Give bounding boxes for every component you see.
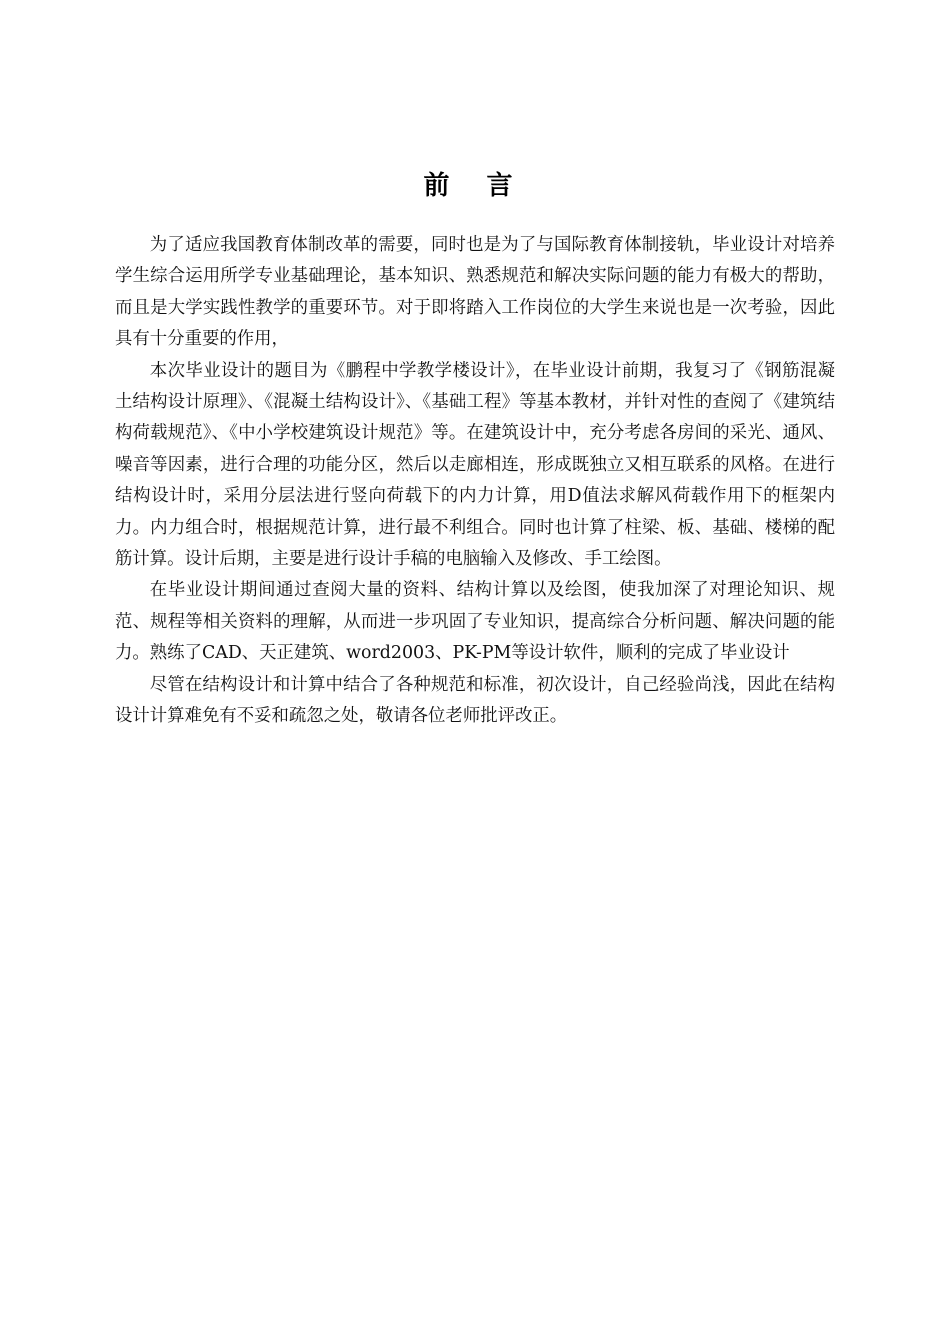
paragraph-1: 为了适应我国教育体制改革的需要，同时也是为了与国际教育体制接轨，毕业设计对培养学生综合运用所学专业基础理论，基本知识、熟悉规范和解决实际问题的能力有极大的帮助，而且是大学实践性教学的重要环节。对于即将踏入工作岗位的大学生来说也是一次考验，因此具有十分重要的作用，: [115, 235, 835, 350]
paragraph-3: 在毕业设计期间通过查阅大量的资料、结构计算以及绘图，使我加深了对理论知识、规范、规程等相关资料的理解，从而进一步巩固了专业知识，提高综合分析问题、解决问题的能力。熟练了CAD、天正建筑、word2003、PK-PM等设计软件，顺利的完成了毕业设计: [115, 580, 835, 664]
preface-body: [115, 230, 835, 733]
paragraph-2: 本次毕业设计的题目为《鹏程中学教学楼设计》，在毕业设计前期，我复习了《钢筋混凝土结构设计原理》、《混凝土结构设计》、《基础工程》等基本教材，并针对性的查阅了《建筑结构荷载规范》、《中小学校建筑设计规范》等。在建筑设计中，充分考虑各房间的采光、通风、噪音等因素，进行合理的功能分区，然后以走廊相连，形成既独立又相互联系的风格。在进行结构设计时，采用分层法进行竖向荷载下的内力计算，用D值法求解风荷载作用下的框架内力。内力组合时，根据规范计算，进行最不利组合。同时也计算了柱梁、板、基础、楼梯的配筋计算。设计后期，主要是进行设计手稿的电脑输入及修改、手工绘图。: [115, 360, 835, 570]
page-title: 前 言: [423, 171, 527, 201]
paragraph-4: 尽管在结构设计和计算中结合了各种规范和标准，初次设计，自己经验尚浅，因此在结构设计计算难免有不妥和疏忽之处，敬请各位老师批评改正。: [115, 674, 835, 727]
